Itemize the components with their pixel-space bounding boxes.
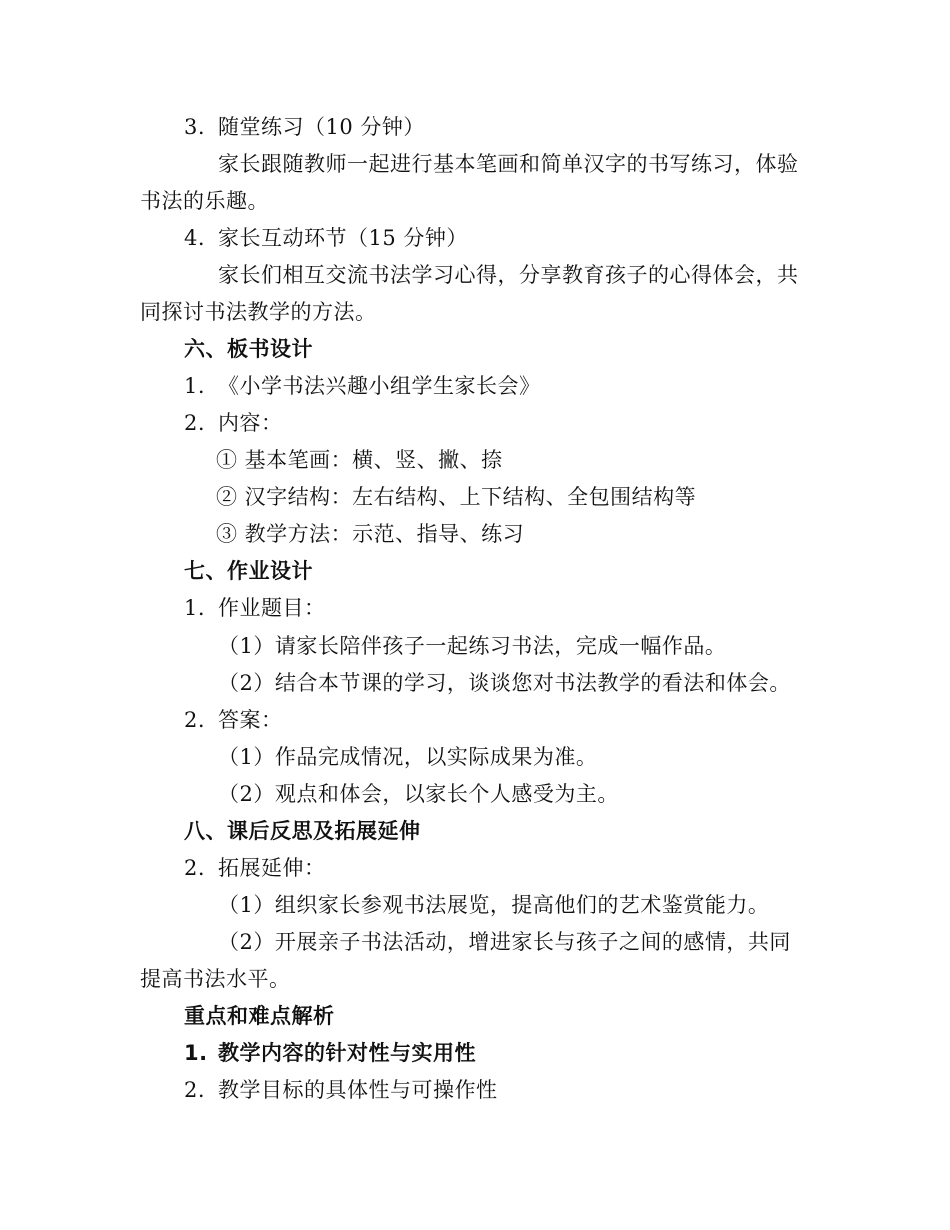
paragraph-line: 同探讨书法教学的方法。 (140, 300, 377, 324)
list-item: 2. 拓展延伸： (184, 856, 326, 880)
list-item: 2. 内容： (184, 411, 283, 435)
paragraph-line: 家长跟随教师一起进行基本笔画和简单汉字的书写练习，体验 (218, 152, 799, 176)
paragraph-line: 家长们相互交流书法学习心得，分享教育孩子的心得体会，共 (218, 263, 799, 287)
list-item: 1. 《小学书法兴趣小组学生家长会》 (184, 374, 541, 398)
paragraph-line: 提高书法水平。 (140, 967, 291, 991)
sub-item: （1）请家长陪伴孩子一起练习书法，完成一幅作品。 (218, 634, 727, 658)
list-item: 3. 随堂练习（10 分钟） (184, 115, 425, 139)
list-item: 4. 家长互动环节（15 分钟） (184, 226, 468, 250)
list-item: 2. 答案： (184, 708, 283, 732)
sub-item: ③ 教学方法：示范、指导、练习 (216, 522, 525, 546)
sub-item: （2）结合本节课的学习，谈谈您对书法教学的看法和体会。 (218, 671, 791, 695)
paragraph-line: 书法的乐趣。 (140, 189, 269, 213)
list-item: 2. 教学目标的具体性与可操作性 (184, 1078, 498, 1102)
section-heading: 八、课后反思及拓展延伸 (184, 819, 421, 843)
section-heading: 重点和难点解析 (184, 1004, 335, 1028)
section-heading: 六、板书设计 (184, 337, 313, 361)
section-heading: 七、作业设计 (184, 559, 313, 583)
list-item: 1. 作业题目： (184, 596, 326, 620)
sub-item: （1）作品完成情况，以实际成果为准。 (218, 745, 598, 769)
sub-item: （2）观点和体会，以家长个人感受为主。 (218, 782, 619, 806)
sub-item: （1）组织家长参观书法展览，提高他们的艺术鉴赏能力。 (218, 893, 770, 917)
sub-item: ② 汉字结构：左右结构、上下结构、全包围结构等 (216, 485, 697, 509)
sub-item: ① 基本笔画：横、竖、撇、捺 (216, 448, 503, 472)
sub-item: （2）开展亲子书法活动，增进家长与孩子之间的感情，共同 (218, 930, 791, 954)
list-item-bold: 1. 教学内容的针对性与实用性 (184, 1041, 476, 1065)
